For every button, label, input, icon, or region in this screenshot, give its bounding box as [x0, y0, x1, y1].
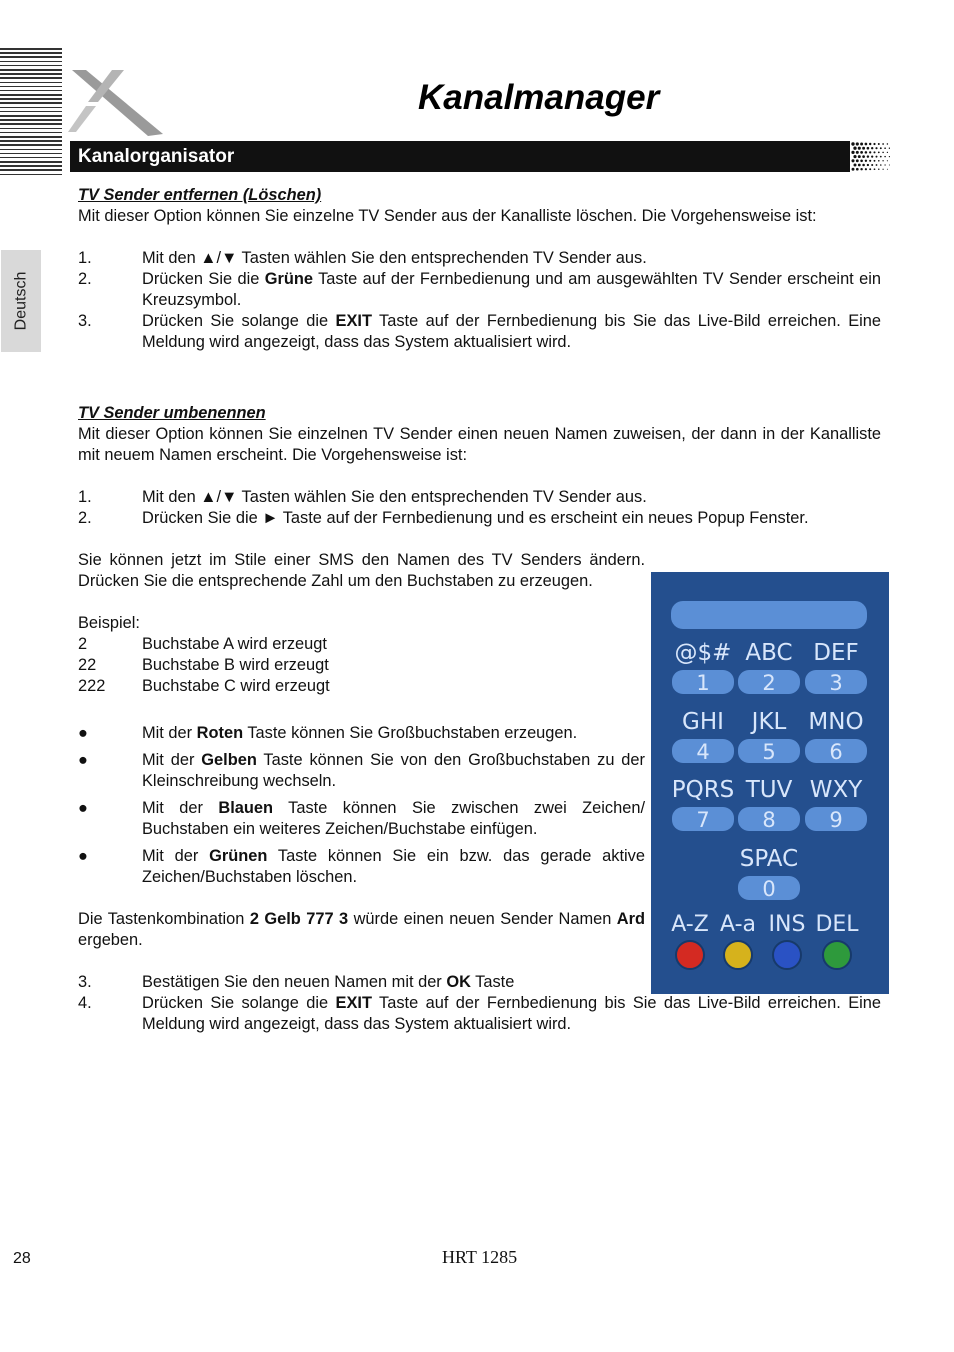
function-label: A-Z — [671, 912, 709, 937]
intro-rename: Mit dieser Option können Sie einzelnen TV Sender einen neuen Namen zuweisen, der dann in der Kanalliste mit neuem Namen erscheint. Die Vorgehensweise ist: — [78, 425, 881, 464]
halftone-decoration — [850, 141, 890, 172]
key-digit: 6 — [829, 740, 843, 764]
steps-rename — [78, 487, 881, 529]
sms-text: Sie können jetzt im Stile einer SMS den Namen des TV Senders ändern. Drücken Sie die entsprechende Zahl um den Buchstaben zu erzeugen. — [78, 551, 645, 590]
list-item: 1. Mit den ▲/▼ Tasten wählen Sie den entsprechenden TV Sender aus. — [78, 488, 647, 506]
key-digit: 9 — [829, 808, 843, 832]
section-heading-delete: TV Sender entfernen (Löschen) — [78, 186, 322, 204]
key-letters: @$# — [674, 640, 732, 666]
list-item: 2. Drücken Sie die ► Taste auf der Fernbedienung und es erscheint ein neues Popup Fenster. — [78, 509, 809, 527]
page-number: 28 — [13, 1250, 31, 1267]
bullet-icon: ● — [78, 751, 88, 769]
key-digit: 8 — [762, 808, 776, 832]
key-digit: 1 — [696, 671, 710, 695]
key-digit: 5 — [762, 740, 776, 764]
intro-delete: Mit dieser Option können Sie einzelne TV Sender aus der Kanalliste löschen. Die Vorgehensweise ist: — [78, 207, 817, 225]
brand-logo — [68, 70, 168, 136]
combo-text: Die Tastenkombination 2 Gelb 777 3 würde einen neuen Sender Namen Ard ergeben. — [78, 910, 646, 949]
example-row: 222 Buchstabe C wird erzeugt — [78, 677, 330, 695]
bullet-icon: ● — [78, 847, 88, 865]
steps-delete — [78, 248, 881, 353]
key-digit: 7 — [696, 808, 710, 832]
example-row: 22 Buchstabe B wird erzeugt — [78, 656, 329, 674]
color-button-dot — [724, 941, 752, 969]
example-row: 2 Buchstabe A wird erzeugt — [78, 635, 327, 653]
function-label: DEL — [815, 912, 859, 937]
margin-stripes — [0, 48, 62, 178]
color-button-dot — [823, 941, 851, 969]
example-label: Beispiel: — [78, 614, 140, 632]
language-tab — [1, 250, 41, 352]
key-letters: ABC — [745, 640, 793, 666]
section-bar — [70, 141, 890, 172]
key-letters: TUV — [745, 777, 793, 803]
list-item: 1. Mit den ▲/▼ Tasten wählen Sie den entsprechenden TV Sender aus. — [78, 249, 647, 267]
color-button-dot — [676, 941, 704, 969]
name-input-field — [671, 601, 867, 629]
page-title: Kanalmanager — [418, 78, 660, 117]
function-label: A-a — [720, 912, 756, 937]
function-label: INS — [768, 912, 806, 937]
section-title: Kanalorganisator — [78, 146, 235, 167]
bullet-item: ● Mit der Gelben Taste können Sie von den Großbuchstaben zu der Kleinschreibung wechseln. — [78, 751, 645, 790]
sms-keypad-image — [651, 572, 889, 994]
key-digit: 3 — [829, 671, 843, 695]
bullet-item: ● Mit der Roten Taste können Sie Großbuchstaben erzeugen. — [78, 724, 578, 742]
key-digit: 2 — [762, 671, 776, 695]
key-letters: DEF — [813, 640, 859, 666]
list-item: 3. Bestätigen Sie den neuen Namen mit der OK Taste — [78, 973, 515, 991]
key-letters: GHI — [682, 709, 724, 735]
sms-block — [78, 550, 645, 951]
key-letters: PQRS — [671, 777, 735, 803]
key-digit: 4 — [696, 740, 710, 764]
list-item: 3. Drücken Sie solange die EXIT Taste auf der Fernbedienung bis Sie das Live-Bild erreichen. Eine Meldung wird angezeigt, dass das System aktualisiert wird. — [78, 312, 881, 351]
model-name: HRT 1285 — [442, 1247, 518, 1267]
bullet-icon: ● — [78, 799, 88, 817]
key-digit: 0 — [762, 877, 776, 901]
color-button-dot — [773, 941, 801, 969]
bullet-item: ● Mit der Grünen Taste können Sie ein bzw. das gerade aktive Zeichen/Buchstaben löschen. — [78, 847, 645, 886]
key-letters: MNO — [808, 709, 864, 735]
section-heading-rename: TV Sender umbenennen — [78, 404, 266, 422]
bullet-icon: ● — [78, 724, 88, 742]
bullet-item: ● Mit der Blauen Taste können Sie zwischen zwei Zeichen/ Buchstaben ein weiteres Zeichen/Buchstabe einfügen. — [78, 799, 645, 838]
key-letters: SPAC — [739, 846, 799, 872]
list-item: 2. Drücken Sie die Grüne Taste auf der Fernbedienung und am ausgewählten TV Sender erscheint ein Kreuzsymbol. — [78, 270, 881, 309]
language-tab-label: Deutsch — [12, 271, 30, 331]
list-item: 4. Drücken Sie solange die EXIT Taste auf der Fernbedienung bis Sie das Live-Bild erreichen. Eine Meldung wird angezeigt, dass das System aktualisiert wird. — [78, 994, 881, 1033]
key-letters: JKL — [751, 709, 787, 735]
key-letters: WXY — [809, 777, 863, 803]
